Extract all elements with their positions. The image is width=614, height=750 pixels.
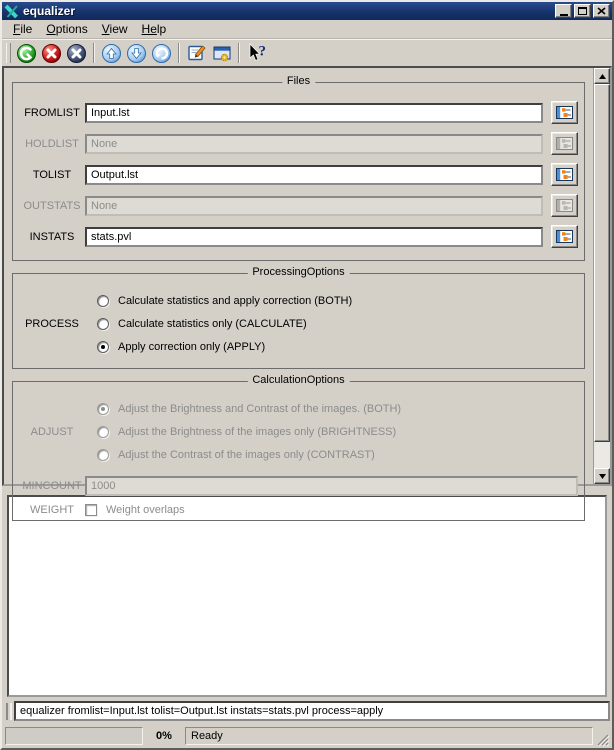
maximize-button[interactable] <box>574 4 591 18</box>
weight-checkbox-label: Weight overlaps <box>106 504 185 516</box>
instats-input[interactable] <box>85 227 543 247</box>
toolbar-separator <box>93 43 95 63</box>
scrollbar-track[interactable] <box>594 442 610 468</box>
holdlist-browse-button <box>551 132 578 155</box>
adjust-option-brightness <box>97 426 578 438</box>
maximize-icon <box>578 7 587 15</box>
window-options-icon <box>211 42 233 64</box>
run-button[interactable] <box>14 41 39 66</box>
processing-options-title: ProcessingOptions <box>247 266 349 278</box>
command-bar-drag-handle[interactable] <box>6 703 12 720</box>
svg-text:?: ? <box>258 43 266 60</box>
window-title: equalizer <box>23 4 76 18</box>
redo-icon <box>151 43 172 64</box>
toolbar-separator <box>238 43 240 63</box>
fromlist-row <box>19 101 578 124</box>
toolbar <box>2 39 612 66</box>
tolist-row <box>19 163 578 186</box>
resize-grip[interactable] <box>595 732 609 746</box>
outstats-input <box>85 196 543 216</box>
fromlist-browse-button[interactable] <box>551 101 578 124</box>
menu-options[interactable]: Options <box>46 22 88 36</box>
run-icon <box>16 43 37 64</box>
tolist-browse-button[interactable] <box>551 163 578 186</box>
radio-unchecked-icon <box>97 295 109 307</box>
menubar <box>2 20 612 39</box>
calculation-options-groupbox <box>12 374 585 521</box>
titlebar[interactable] <box>2 2 612 20</box>
weight-label: WEIGHT <box>30 504 74 516</box>
outstats-browse-button <box>551 194 578 217</box>
mincount-row <box>19 476 578 496</box>
adjust-option-contrast-label: Adjust the Contrast of the images only (CONTRAST) <box>118 449 375 461</box>
process-option-both-label: Calculate statistics and apply correction (BOTH) <box>118 295 353 307</box>
edit-command-icon <box>186 42 208 64</box>
process-option-apply-label: Apply correction only (APPLY) <box>118 341 266 353</box>
scroll-up-button[interactable] <box>99 41 124 66</box>
scrollbar-up-button[interactable] <box>594 68 610 84</box>
fromlist-input[interactable] <box>85 103 543 123</box>
holdlist-input <box>85 134 543 154</box>
status-bar <box>2 723 612 750</box>
stop-icon <box>41 43 62 64</box>
outstats-row <box>19 194 578 217</box>
scroll-down-icon <box>126 43 147 64</box>
file-browse-icon <box>556 168 573 181</box>
weight-row <box>19 504 578 516</box>
holdlist-row <box>19 132 578 155</box>
mincount-input <box>85 476 578 496</box>
file-browse-icon <box>556 106 573 119</box>
app-x-logo-icon <box>4 4 20 19</box>
toolbar-drag-handle[interactable] <box>6 43 11 63</box>
status-message-panel <box>185 727 593 745</box>
edit-command-button[interactable] <box>184 41 209 66</box>
radio-disabled-checked-icon <box>97 403 109 415</box>
minimize-button[interactable] <box>555 4 572 18</box>
process-option-apply[interactable] <box>97 341 578 353</box>
scrollbar-thumb[interactable] <box>594 84 610 442</box>
instats-label: INSTATS <box>29 230 75 243</box>
instats-row <box>19 225 578 248</box>
outstats-label: OUTSTATS <box>23 199 81 212</box>
redo-button[interactable] <box>149 41 174 66</box>
command-line-input[interactable] <box>14 701 610 721</box>
holdlist-label: HOLDLIST <box>25 137 79 150</box>
process-option-calculate[interactable] <box>97 318 578 330</box>
radio-unchecked-icon <box>97 318 109 330</box>
window-options-button[interactable] <box>209 41 234 66</box>
abort-button[interactable] <box>64 41 89 66</box>
files-groupbox <box>12 75 585 261</box>
adjust-option-contrast <box>97 449 578 461</box>
radio-disabled-icon <box>97 426 109 438</box>
arrow-down-icon <box>599 474 606 479</box>
vertical-scrollbar[interactable] <box>593 68 610 484</box>
adjust-label: ADJUST <box>30 426 74 438</box>
menu-help[interactable]: Help <box>141 22 167 36</box>
command-bar <box>4 699 610 723</box>
parameter-form <box>4 68 593 516</box>
adjust-option-both <box>97 403 578 415</box>
radio-checked-icon <box>97 341 109 353</box>
log-output-area[interactable] <box>7 495 607 697</box>
whats-this-help-icon <box>245 42 269 64</box>
abort-icon <box>66 43 87 64</box>
progress-bar <box>5 727 143 745</box>
adjust-row <box>19 392 578 472</box>
file-browse-icon <box>556 137 573 150</box>
process-label: PROCESS <box>25 318 79 330</box>
arrow-up-icon <box>599 74 606 79</box>
calculation-options-title: CalculationOptions <box>247 374 349 386</box>
stop-button[interactable] <box>39 41 64 66</box>
menu-view[interactable]: View <box>101 22 128 36</box>
menu-file[interactable]: File <box>13 22 33 36</box>
toolbar-separator <box>178 43 180 63</box>
close-button[interactable] <box>593 4 610 18</box>
instats-browse-button[interactable] <box>551 225 578 248</box>
fromlist-label: FROMLIST <box>24 106 80 119</box>
status-message: Ready <box>191 730 223 742</box>
scrollbar-down-button[interactable] <box>594 468 610 484</box>
mincount-label: MINCOUNT <box>22 480 82 492</box>
minimize-icon <box>560 14 568 16</box>
parameter-scroll-area <box>2 66 612 516</box>
file-browse-icon <box>556 199 573 212</box>
processing-options-groupbox <box>12 266 585 369</box>
radio-disabled-icon <box>97 449 109 461</box>
file-browse-icon <box>556 230 573 243</box>
adjust-options <box>85 392 578 472</box>
adjust-option-both-label: Adjust the Brightness and Contrast of the images. (BOTH) <box>118 403 402 415</box>
adjust-option-brightness-label: Adjust the Brightness of the images only (BRIGHTNESS) <box>118 426 397 438</box>
close-icon <box>597 7 606 15</box>
tolist-input[interactable] <box>85 165 543 185</box>
process-row <box>19 284 578 364</box>
process-option-both[interactable] <box>97 295 578 307</box>
scroll-up-icon <box>101 43 122 64</box>
whats-this-help-button[interactable] <box>244 41 269 66</box>
progress-percent-label: 0% <box>156 730 172 742</box>
process-options <box>85 284 578 364</box>
process-option-calculate-label: Calculate statistics only (CALCULATE) <box>118 318 307 330</box>
scroll-down-button[interactable] <box>124 41 149 66</box>
files-group-title: Files <box>282 75 315 87</box>
weight-checkbox-unchecked-icon <box>85 504 97 516</box>
tolist-label: TOLIST <box>32 168 72 181</box>
